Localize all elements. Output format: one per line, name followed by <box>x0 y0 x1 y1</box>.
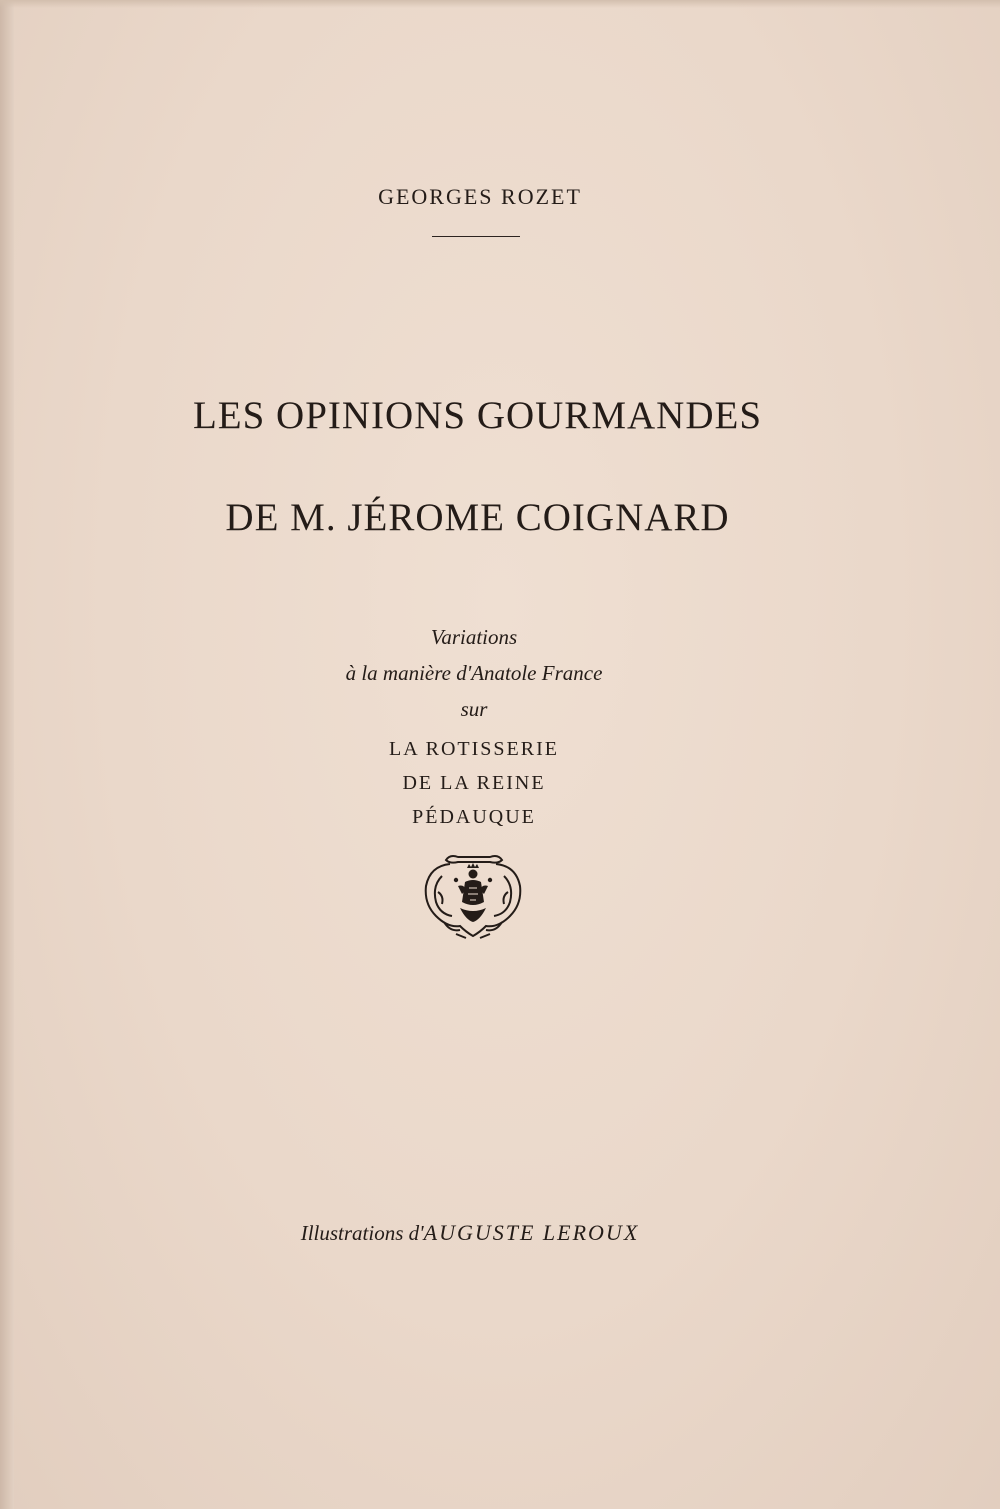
illustrator-credit <box>0 1220 940 1246</box>
illustrator-credit-prefix: Illustrations d' <box>300 1221 424 1245</box>
author-rule-divider <box>432 236 520 237</box>
illustrator-name: AUGUSTE LEROUX <box>423 1220 640 1245</box>
ornamental-cartouche-icon <box>420 852 526 940</box>
author-name: GEORGES ROZET <box>378 184 582 209</box>
work-title-line-1: LA ROTISSERIE <box>389 738 559 760</box>
page-top-edge <box>0 0 1000 8</box>
title-line-2: DE M. JÉROME COIGNARD <box>225 496 730 539</box>
title-line-1: LES OPINIONS GOURMANDES <box>192 394 763 437</box>
work-title-line-3: PÉDAUQUE <box>412 806 536 828</box>
subtitle-line-2: à la manière d'Anatole France <box>345 661 603 685</box>
subtitle-line-1: Variations <box>430 625 518 649</box>
subtitle-line-3: sur <box>460 697 488 721</box>
work-title-line-2: DE LA REINE <box>402 772 546 794</box>
